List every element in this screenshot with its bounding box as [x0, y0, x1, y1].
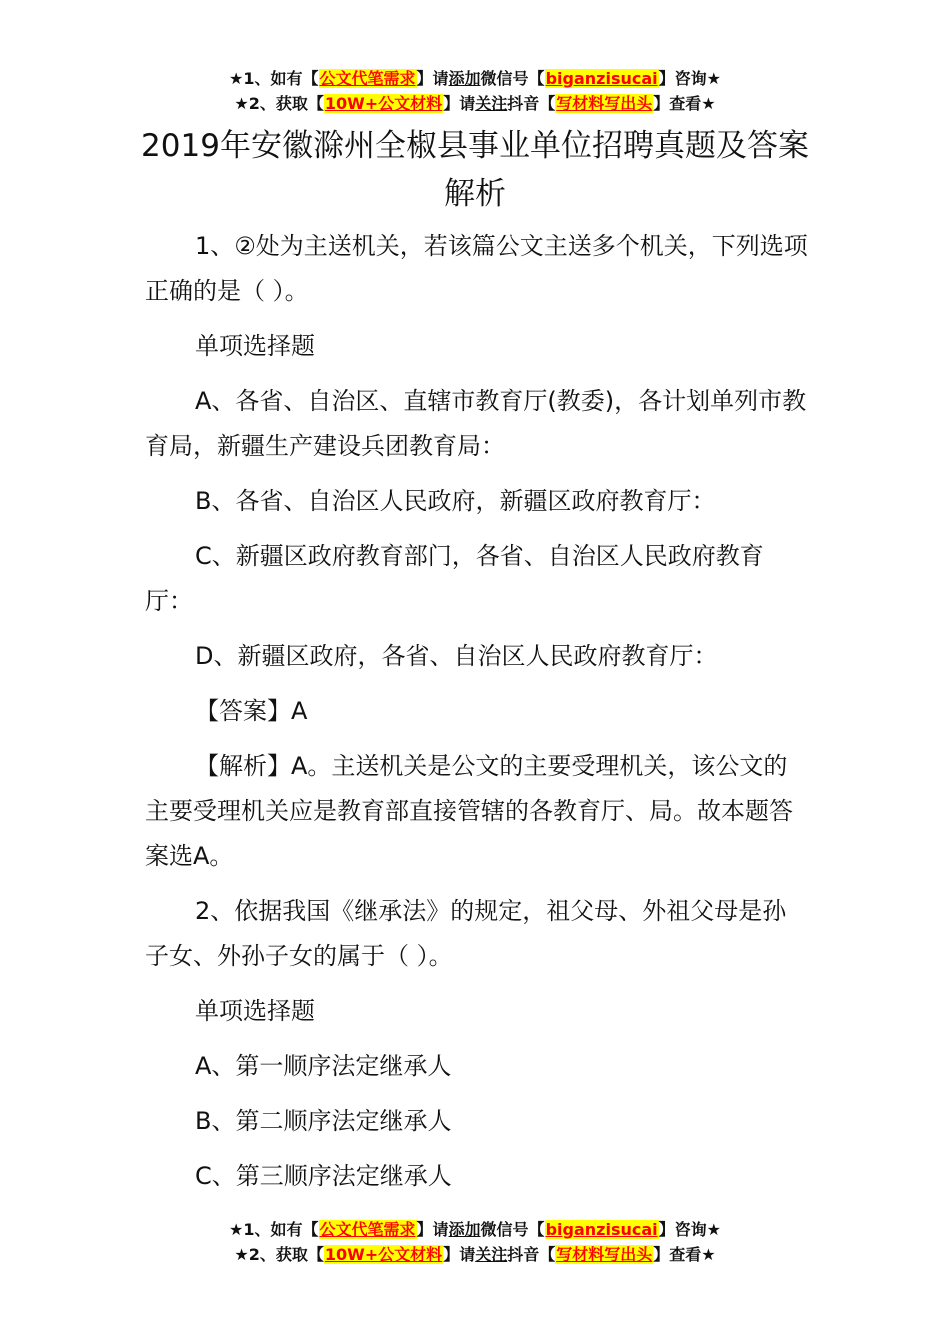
question-1-type: 单项选择题 — [195, 332, 315, 360]
question-1-answer: 【答案】A — [195, 697, 308, 725]
banner-highlight: 写材料写出头 — [556, 1245, 653, 1264]
banner-text: ★2、获取【 — [234, 1245, 324, 1264]
document-title: 2019年安徽滁州全椒县事业单位招聘真题及答案解析 — [141, 128, 809, 212]
question-2-option-a: A、第一顺序法定继承人 — [195, 1052, 452, 1080]
banner-text: 】请 — [443, 1245, 476, 1264]
banner-line-1 — [0, 1217, 950, 1242]
banner-underlined: 关注 — [475, 1245, 508, 1264]
banner-text: ★1、如有【 — [229, 69, 319, 88]
banner-highlight: biganzisucai — [545, 69, 658, 88]
question-2-option-c: C、第三顺序法定继承人 — [195, 1162, 452, 1190]
banner-highlight: 10W+公文材料 — [324, 1245, 443, 1264]
banner-text: ★1、如有【 — [229, 1220, 319, 1239]
banner-text: 】咨询★ — [658, 69, 721, 88]
banner-highlight: 公文代笔需求 — [319, 69, 416, 88]
banner-text: 微信号【 — [480, 1220, 545, 1239]
banner-highlight: 10W+公文材料 — [324, 94, 443, 113]
document-body — [145, 224, 810, 1209]
question-2-stem: 2、依据我国《继承法》的规定，祖父母、外祖父母是孙子女、外孙子女的属于（ ）。 — [145, 897, 787, 970]
banner-text: ★2、获取【 — [234, 94, 324, 113]
question-1-option-c: C、新疆区政府教育部门，各省、自治区人民政府教育厅： — [145, 542, 764, 615]
banner-line-1 — [0, 66, 950, 91]
banner-line-2 — [0, 91, 950, 116]
footer-banner — [0, 1217, 950, 1267]
banner-text: 】查看★ — [653, 94, 716, 113]
banner-text: 抖音【 — [507, 1245, 556, 1264]
banner-text: 抖音【 — [507, 94, 556, 113]
banner-text: 微信号【 — [480, 69, 545, 88]
question-2-type: 单项选择题 — [195, 997, 315, 1025]
question-1-option-b: B、各省、自治区人民政府，新疆区政府教育厅： — [195, 487, 716, 515]
header-banner — [0, 66, 950, 116]
banner-underlined: 添加 — [448, 1220, 481, 1239]
banner-underlined: 关注 — [475, 94, 508, 113]
banner-text: 】咨询★ — [658, 1220, 721, 1239]
question-1-explanation: 【解析】A。主送机关是公文的主要受理机关，该公文的主要受理机关应是教育部直接管辖的各教育厅、局。故本题答案选A。 — [145, 752, 793, 870]
banner-text: 】请 — [416, 1220, 449, 1239]
banner-text: 】请 — [416, 69, 449, 88]
banner-text: 】查看★ — [653, 1245, 716, 1264]
question-2-option-b: B、第二顺序法定继承人 — [195, 1107, 452, 1135]
question-1-option-d: D、新疆区政府，各省、自治区人民政府教育厅： — [195, 642, 718, 670]
banner-line-2 — [0, 1242, 950, 1267]
banner-underlined: 添加 — [448, 69, 481, 88]
question-1-stem: 1、②处为主送机关，若该篇公文主送多个机关，下列选项正确的是（ ）。 — [145, 232, 808, 305]
banner-highlight: biganzisucai — [545, 1220, 658, 1239]
question-1-option-a: A、各省、自治区、直辖市教育厅(教委)，各计划单列市教育局，新疆生产建设兵团教育局： — [145, 387, 807, 460]
banner-text: 】请 — [443, 94, 476, 113]
banner-highlight: 公文代笔需求 — [319, 1220, 416, 1239]
banner-highlight: 写材料写出头 — [556, 94, 653, 113]
